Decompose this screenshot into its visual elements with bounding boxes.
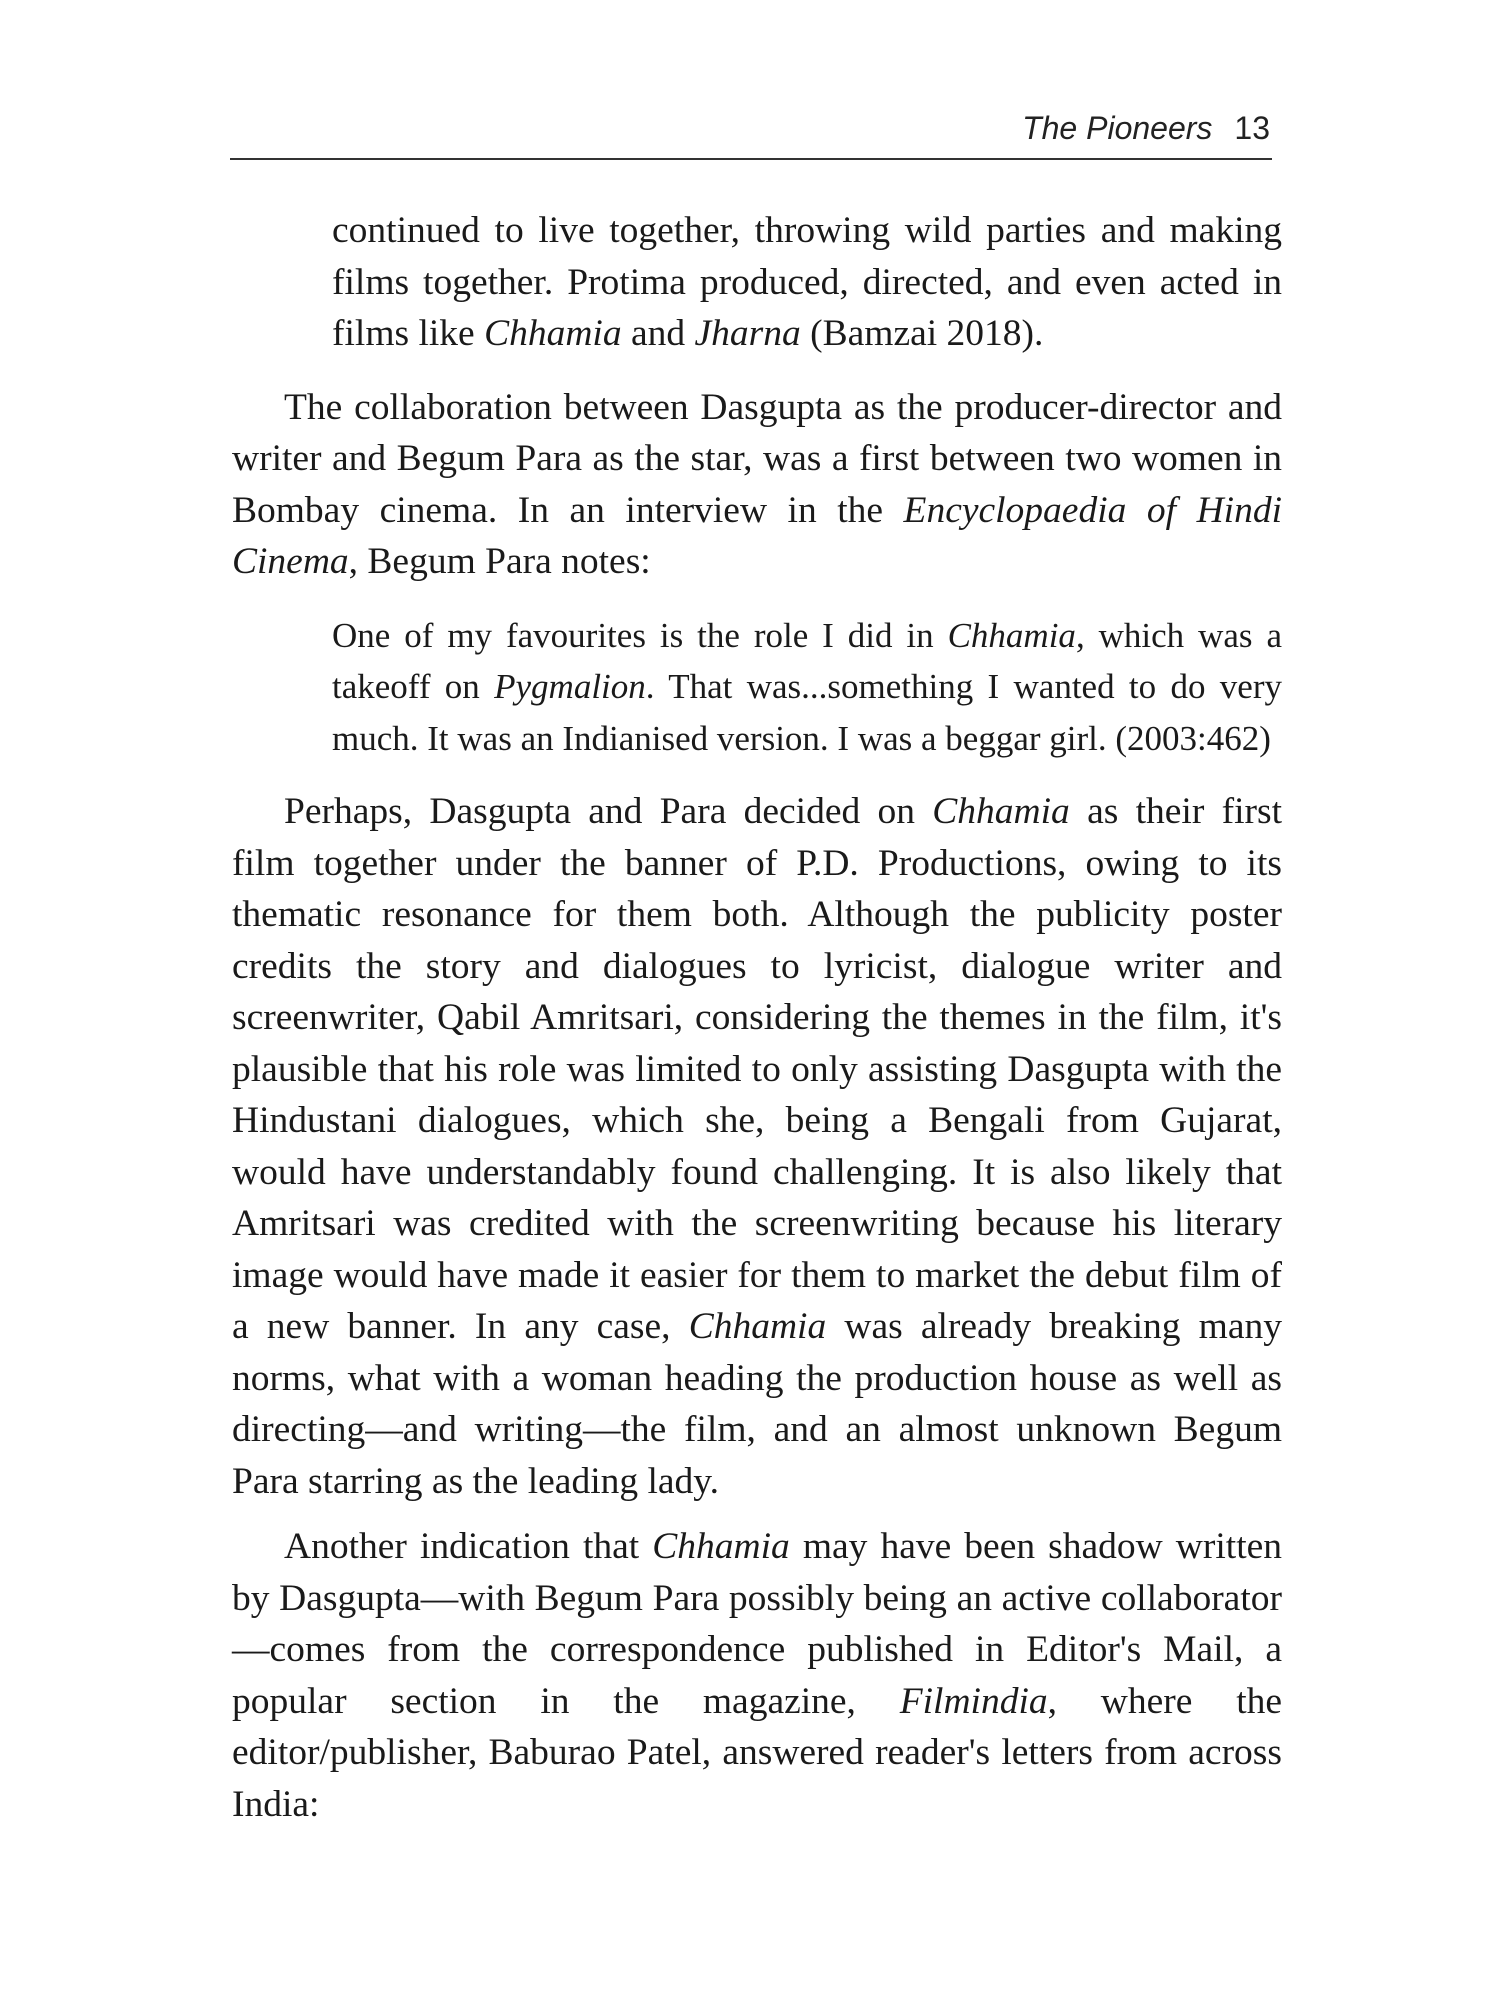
page-number: 13 (1234, 110, 1270, 146)
body-text (232, 205, 1282, 1830)
running-head (1022, 110, 1270, 147)
paragraph (232, 382, 1282, 588)
text-run: continued to live together, throwing wild parties and making films together. Protima produced, directed, and even acted in films like (332, 210, 1282, 354)
text-run: Perhaps, Dasgupta and Para decided on (284, 791, 933, 832)
text-run: (Bamzai 2018). (800, 313, 1044, 354)
paragraph (232, 786, 1282, 1507)
film-title: Chhamia (932, 791, 1070, 832)
text-run: may have been shadow written by Dasgupta—with Begum Para possibly being an active collaborator—comes from the correspondence published in Editor's Mail, a popular section in the magazine, (232, 1526, 1283, 1722)
running-title: The Pioneers (1022, 110, 1213, 146)
text-run: as their first film together under the banner of P.D. Productions, owing to its thematic resonance for them both. Although the publicity poster credits the story and dialogues to lyricist, dialogue writer and screenwriter, Qabil Amritsari, considering the themes in the film, it's plausible that his role was limited to only assisting Dasgupta with the Hindustani dialogues, which she, being a Bengali from Gujarat, would have understandably found challenging. It is also likely that Amritsari was credited with the screenwriting because his literary image would have made it easier for them to market the debut film of a new banner. In any case, (232, 791, 1282, 1347)
paragraph (232, 1521, 1282, 1830)
book-title: Encyclopaedia of Hindi Cinema (232, 489, 1282, 582)
header-rule (230, 158, 1272, 160)
film-title: Chhamia (688, 1306, 827, 1347)
paragraph-continued (232, 205, 1282, 360)
text-run: , Begum Para notes: (348, 541, 651, 582)
film-title: Chhamia (947, 615, 1076, 655)
magazine-title: Filmindia (899, 1680, 1048, 1722)
text-run: The collaboration between Dasgupta as the producer-director and writer and Begum Para as the star, was a first between two women in Bombay cinema. In an interview in the (232, 386, 1282, 531)
block-quote (332, 610, 1282, 765)
text-run: . That was...something I wanted to do very much. It was an Indianised version. I was a beggar girl. (2003:462) (332, 667, 1282, 758)
film-title: Chhamia (484, 313, 622, 354)
text-run: , where the editor/publisher, Baburao Patel, answered reader's letters from across India: (232, 1680, 1283, 1825)
text-run: was already breaking many norms, what with a woman heading the production house as well as directing—and writing—the film, and an almost unknown Begum Para starring as the leading lady. (232, 1306, 1282, 1502)
text-run: Another indication that (284, 1526, 653, 1567)
text-run: , which was a takeoff on (332, 615, 1282, 706)
film-title: Jharna (694, 313, 801, 354)
play-title: Pygmalion (494, 667, 646, 706)
film-title: Chhamia (652, 1526, 790, 1567)
text-run: One of my favourites is the role I did in (332, 615, 948, 655)
text-run: and (621, 313, 695, 354)
